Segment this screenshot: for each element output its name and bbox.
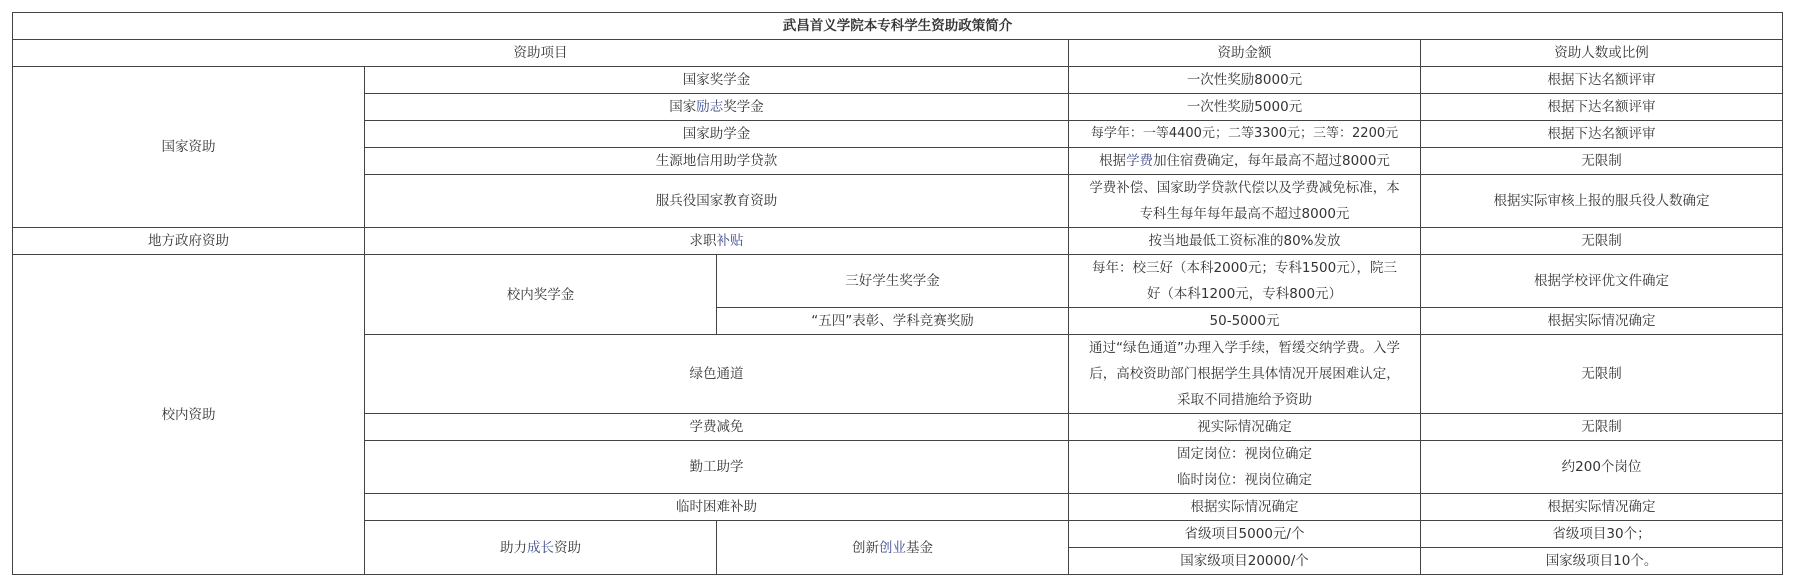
amount-line: 专科生每年每年最高不超过8000元 bbox=[1139, 206, 1350, 222]
name-part: 国家 bbox=[669, 99, 697, 115]
table-title: 武昌首义学院本专科学生资助政策简介 bbox=[13, 13, 1783, 40]
item-ratio: 根据实际审核上报的服兵役人数确定 bbox=[1421, 175, 1783, 228]
item-ratio: 省级项目30个； bbox=[1421, 521, 1783, 548]
sub-part: 资助 bbox=[554, 539, 581, 556]
item-ratio: 无限制 bbox=[1421, 148, 1783, 175]
item-name: 学费减免 bbox=[365, 414, 1069, 441]
item-ratio: 根据下达名额评审 bbox=[1421, 67, 1783, 94]
header-project: 资助项目 bbox=[13, 40, 1069, 67]
item-name: 勤工助学 bbox=[365, 441, 1069, 494]
subgroup-campus-scholarship: 校内奖学金 bbox=[365, 255, 717, 335]
group-local: 地方政府资助 bbox=[13, 228, 365, 255]
item-amount: 50-5000元 bbox=[1069, 308, 1421, 335]
item-amount bbox=[1069, 255, 1421, 308]
item-amount: 按当地最低工资标准的80%发放 bbox=[1069, 228, 1421, 255]
item-name: 国家奖学金 bbox=[365, 67, 1069, 94]
item-amount bbox=[1069, 175, 1421, 228]
name-part: 奖学金 bbox=[723, 99, 764, 115]
item-ratio: 约200个岗位 bbox=[1421, 441, 1783, 494]
item-amount: 一次性奖励8000元 bbox=[1069, 67, 1421, 94]
item-amount bbox=[1069, 335, 1421, 414]
item-name: 生源地信用助学贷款 bbox=[365, 148, 1069, 175]
name-part: 创新 bbox=[852, 539, 879, 556]
amount-part: 根据 bbox=[1099, 153, 1127, 169]
item-amount bbox=[1069, 441, 1421, 494]
header-amount: 资助金额 bbox=[1069, 40, 1421, 67]
item-name: “五四”表彰、学科竞赛奖励 bbox=[717, 308, 1069, 335]
amount-part: 加住宿费确定，每年最高不超过8000元 bbox=[1153, 153, 1390, 169]
item-name: 国家助学金 bbox=[365, 121, 1069, 148]
amount-line: 好（本科1200元，专科800元） bbox=[1146, 286, 1343, 302]
keyword-link[interactable]: 学费 bbox=[1126, 153, 1154, 169]
amount-line: 临时岗位：视岗位确定 bbox=[1177, 472, 1312, 488]
keyword-link[interactable]: 励志 bbox=[696, 99, 724, 115]
item-name bbox=[717, 521, 1069, 575]
item-ratio: 无限制 bbox=[1421, 335, 1783, 414]
item-ratio: 无限制 bbox=[1421, 228, 1783, 255]
table-row bbox=[13, 255, 1783, 308]
policy-table-wrapper bbox=[12, 12, 1782, 575]
item-amount: 视实际情况确定 bbox=[1069, 414, 1421, 441]
table-row bbox=[13, 67, 1783, 94]
item-name: 三好学生奖学金 bbox=[717, 255, 1069, 308]
sub-part: 助力 bbox=[500, 539, 527, 556]
item-ratio: 国家级项目10个。 bbox=[1421, 548, 1783, 575]
item-amount: 国家级项目20000/个 bbox=[1069, 548, 1421, 575]
keyword-link[interactable]: 创业 bbox=[879, 539, 906, 556]
amount-line: 采取不同措施给予资助 bbox=[1177, 392, 1312, 408]
item-name bbox=[365, 228, 1069, 255]
group-national: 国家资助 bbox=[13, 67, 365, 228]
item-amount: 省级项目5000元/个 bbox=[1069, 521, 1421, 548]
item-ratio: 根据实际情况确定 bbox=[1421, 494, 1783, 521]
name-part: 求职 bbox=[689, 233, 717, 249]
item-ratio: 根据下达名额评审 bbox=[1421, 121, 1783, 148]
item-ratio: 无限制 bbox=[1421, 414, 1783, 441]
header-row bbox=[13, 40, 1783, 67]
item-amount: 一次性奖励5000元 bbox=[1069, 94, 1421, 121]
keyword-link[interactable]: 补贴 bbox=[716, 233, 744, 249]
keyword-link[interactable]: 成长 bbox=[527, 539, 554, 556]
group-campus: 校内资助 bbox=[13, 255, 365, 575]
amount-line: 学费补偿、国家助学贷款代偿以及学费减免标准，本 bbox=[1089, 180, 1400, 196]
table-row bbox=[13, 228, 1783, 255]
item-ratio: 根据下达名额评审 bbox=[1421, 94, 1783, 121]
amount-line: 每年：校三好（本科2000元；专科1500元），院三 bbox=[1092, 260, 1397, 276]
amount-line: 通过“绿色通道”办理入学手续，暂缓交纳学费。入学 bbox=[1089, 340, 1400, 356]
item-amount: 根据实际情况确定 bbox=[1069, 494, 1421, 521]
item-name bbox=[365, 94, 1069, 121]
item-name: 绿色通道 bbox=[365, 335, 1069, 414]
item-ratio: 根据实际情况确定 bbox=[1421, 308, 1783, 335]
amount-line: 后，高校资助部门根据学生具体情况开展困难认定， bbox=[1089, 366, 1400, 382]
item-ratio: 根据学校评优文件确定 bbox=[1421, 255, 1783, 308]
item-amount bbox=[1069, 148, 1421, 175]
subgroup-growth-support bbox=[365, 521, 717, 575]
amount-line: 固定岗位：视岗位确定 bbox=[1177, 446, 1312, 462]
item-amount: 每学年：一等4400元；二等3300元；三等：2200元 bbox=[1069, 121, 1421, 148]
item-name: 服兵役国家教育资助 bbox=[365, 175, 1069, 228]
name-part: 基金 bbox=[906, 539, 933, 556]
title-row bbox=[13, 13, 1783, 40]
header-ratio: 资助人数或比例 bbox=[1421, 40, 1783, 67]
item-name: 临时困难补助 bbox=[365, 494, 1069, 521]
policy-table bbox=[12, 12, 1783, 575]
